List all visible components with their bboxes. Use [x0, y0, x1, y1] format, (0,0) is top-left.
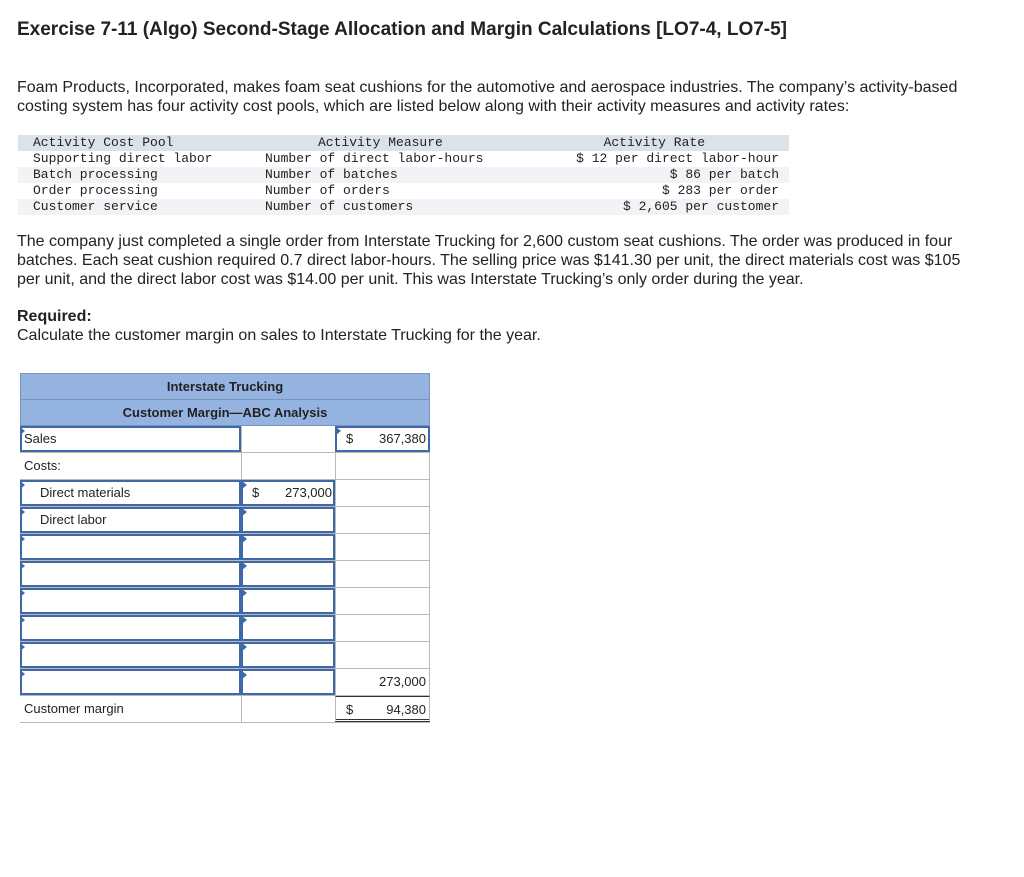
- total-costs-row: [20, 669, 430, 696]
- input-marker-icon: [242, 671, 247, 679]
- costs-label: Costs:: [24, 458, 61, 473]
- input-marker-icon: [242, 535, 247, 543]
- rate-value: $ 2,605 per customer: [622, 199, 779, 214]
- direct-materials-value-input[interactable]: [241, 480, 335, 506]
- total-costs-mid-input[interactable]: [241, 669, 335, 695]
- direct-labor-row: [20, 507, 430, 534]
- sales-dollar: $: [346, 431, 354, 446]
- input-marker-icon: [242, 481, 247, 489]
- direct-materials-label: Direct materials: [40, 485, 131, 500]
- customer-margin-dollar: $: [346, 702, 354, 717]
- cost-value-input[interactable]: [241, 615, 335, 641]
- margin-table-subtitle: Customer Margin—ABC Analysis: [122, 405, 328, 420]
- rates-row: [18, 183, 789, 199]
- cost-right-cell: [335, 642, 430, 668]
- cost-label-input[interactable]: [20, 642, 241, 668]
- rate-pool: Order processing: [33, 183, 158, 198]
- customer-margin-value: 94,380: [386, 702, 426, 717]
- rates-row: [18, 167, 789, 183]
- cost-label-input[interactable]: [20, 588, 241, 614]
- input-marker-icon: [242, 508, 247, 516]
- direct-labor-right-cell: [335, 507, 430, 533]
- required-text: Calculate the customer margin on sales to Interstate Trucking for the year.: [17, 327, 541, 344]
- cost-value-input[interactable]: [241, 534, 335, 560]
- customer-margin-label: Customer margin: [24, 701, 124, 716]
- input-marker-icon: [20, 643, 25, 651]
- cost-value-input[interactable]: [241, 588, 335, 614]
- costs-mid-cell: [241, 453, 335, 479]
- input-marker-icon: [20, 616, 25, 624]
- input-marker-icon: [20, 535, 25, 543]
- cost-right-cell: [335, 588, 430, 614]
- customer-margin-value-cell: [335, 696, 430, 722]
- sales-label: Sales: [24, 431, 57, 446]
- input-marker-icon: [20, 427, 25, 435]
- sales-row: [20, 426, 430, 453]
- rates-header-pool: Activity Cost Pool: [33, 135, 174, 150]
- cost-row-blank: [20, 615, 430, 642]
- total-costs-value: 273,000: [335, 669, 430, 695]
- rates-header-rate: Activity Rate: [603, 135, 705, 150]
- rate-pool: Supporting direct labor: [33, 151, 213, 166]
- rates-row: [18, 199, 789, 215]
- direct-labor-value-input[interactable]: [241, 507, 335, 533]
- cost-right-cell: [335, 534, 430, 560]
- rate-pool: Customer service: [33, 199, 158, 214]
- rate-measure: Number of orders: [265, 183, 390, 198]
- input-marker-icon: [20, 589, 25, 597]
- total-costs-label-input[interactable]: [20, 669, 241, 695]
- cost-value-input[interactable]: [241, 561, 335, 587]
- input-marker-icon: [242, 589, 247, 597]
- direct-materials-dollar: $: [252, 485, 260, 500]
- customer-margin-table: [20, 373, 430, 723]
- cost-row-blank: [20, 534, 430, 561]
- order-paragraph: The company just completed a single order from Interstate Trucking for 2,600 custom seat cushions. The order was produced in four batches. Each seat cushion required 0.7 direct labor-hours. The selling price was $141.30 per unit, the direct materials cost was $105 per unit, and the direct labor cost was $14.00 per unit. This was Interstate Trucking’s only order during the year.: [17, 233, 961, 288]
- sales-value-input[interactable]: [335, 426, 430, 452]
- rate-pool: Batch processing: [33, 167, 158, 182]
- rates-header-row: [18, 135, 789, 151]
- input-marker-icon: [242, 616, 247, 624]
- input-marker-icon: [242, 643, 247, 651]
- cost-value-input[interactable]: [241, 642, 335, 668]
- customer-margin-row: [20, 696, 430, 723]
- sales-label-input[interactable]: [20, 426, 241, 452]
- direct-materials-right-cell: [335, 480, 430, 506]
- rates-row: [18, 151, 789, 167]
- rate-value: $ 12 per direct labor-hour: [576, 151, 779, 166]
- activity-rates-table: [18, 135, 789, 215]
- margin-table-title: Interstate Trucking: [21, 374, 429, 400]
- direct-labor-label: Direct labor: [40, 512, 107, 527]
- input-marker-icon: [336, 427, 341, 435]
- input-marker-icon: [20, 508, 25, 516]
- intro-paragraph: Foam Products, Incorporated, makes foam seat cushions for the automotive and aerospace industries. The company’s activity-based costing system has four activity cost pools, which are listed below along with their activity measures and activity rates:: [17, 79, 958, 115]
- sales-value: 367,380: [379, 431, 426, 446]
- margin-table-header: [20, 373, 430, 426]
- cost-right-cell: [335, 561, 430, 587]
- customer-margin-mid-cell: [241, 696, 335, 722]
- rate-value: $ 86 per batch: [669, 167, 779, 182]
- direct-materials-label-input[interactable]: [20, 480, 241, 506]
- cost-row-blank: [20, 561, 430, 588]
- cost-label-input[interactable]: [20, 534, 241, 560]
- cost-row-blank: [20, 588, 430, 615]
- cost-right-cell: [335, 615, 430, 641]
- cost-label-input[interactable]: [20, 615, 241, 641]
- cost-label-input[interactable]: [20, 561, 241, 587]
- rate-measure: Number of direct labor-hours: [265, 151, 484, 166]
- page-title: Exercise 7-11 (Algo) Second-Stage Allocation and Margin Calculations [LO7-4, LO7-5]: [17, 19, 788, 40]
- costs-row: [20, 453, 430, 480]
- input-marker-icon: [20, 670, 25, 678]
- input-marker-icon: [20, 562, 25, 570]
- direct-labor-label-input[interactable]: [20, 507, 241, 533]
- rate-value: $ 283 per order: [661, 183, 779, 198]
- direct-materials-value: 273,000: [285, 485, 332, 500]
- rate-measure: Number of batches: [265, 167, 398, 182]
- sales-mid-cell: [241, 426, 335, 452]
- required-label: Required:: [17, 308, 92, 325]
- input-marker-icon: [20, 481, 25, 489]
- input-marker-icon: [242, 562, 247, 570]
- rates-header-measure: Activity Measure: [318, 135, 443, 150]
- costs-right-cell: [335, 453, 430, 479]
- rate-measure: Number of customers: [265, 199, 414, 214]
- cost-row-blank: [20, 642, 430, 669]
- direct-materials-row: [20, 480, 430, 507]
